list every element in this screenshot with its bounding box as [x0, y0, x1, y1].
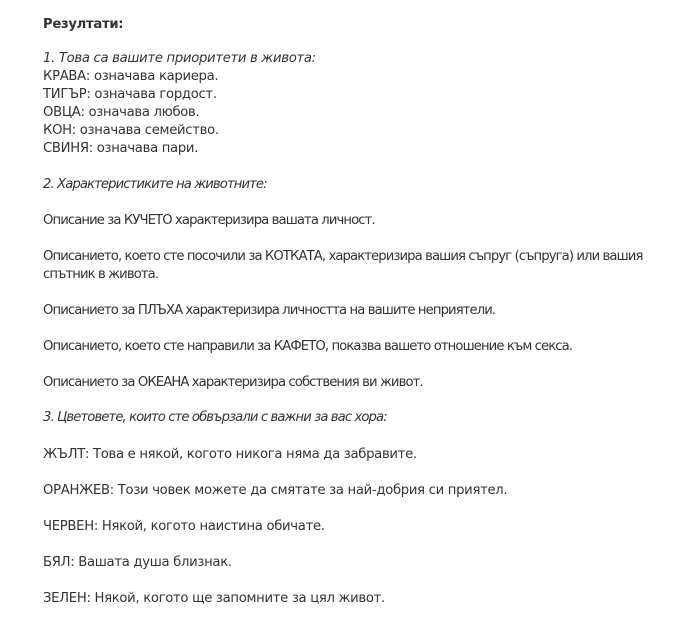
priority-item: КРАВА: означава кариера.	[43, 69, 219, 84]
color-item: ОРАНЖЕВ: Този човек можете да смятате за най-добрия си приятел.	[43, 483, 508, 498]
priority-item: КОН: означава семейство.	[43, 123, 219, 138]
animal-paragraph: Описанието, което сте направили за КАФЕТО, показва вашето отношение към секса.	[43, 339, 573, 354]
color-item: ЧЕРВЕН: Някой, когото наистина обичате.	[43, 519, 325, 534]
animal-paragraph: Описание за КУЧЕТО характеризира вашата личност.	[43, 213, 375, 228]
section-2-heading: 2. Характеристиките на животните:	[43, 177, 267, 192]
animal-paragraph-continued: спътник в живота.	[43, 267, 159, 282]
color-item: ЗЕЛЕН: Някой, когото ще запомните за цял живот.	[43, 591, 385, 606]
section-3-heading: 3. Цветовете, които сте обвързали с важни за вас хора:	[43, 410, 387, 425]
animal-paragraph: Описанието, което сте посочили за КОТКАТА, характеризира вашия съпруг (съпруга) или вашия	[43, 249, 643, 264]
priority-item: СВИНЯ: означава пари.	[43, 141, 199, 156]
animal-paragraph: Описанието за ОКЕАНА характеризира собствения ви живот.	[43, 375, 423, 390]
section-1-heading: 1. Това са вашите приоритети в живота:	[43, 51, 316, 66]
color-item: БЯЛ: Вашата душа близнак.	[43, 555, 232, 570]
results-title: Резултати:	[43, 17, 124, 32]
priority-item: ОВЦА: означава любов.	[43, 105, 200, 120]
animal-paragraph: Описанието за ПЛЪХА характеризира личността на вашите неприятели.	[43, 303, 496, 318]
priority-item: ТИГЪР: означава гордост.	[43, 87, 217, 102]
color-item: ЖЪЛТ: Това е някой, когото никога няма да забравите.	[43, 447, 417, 462]
